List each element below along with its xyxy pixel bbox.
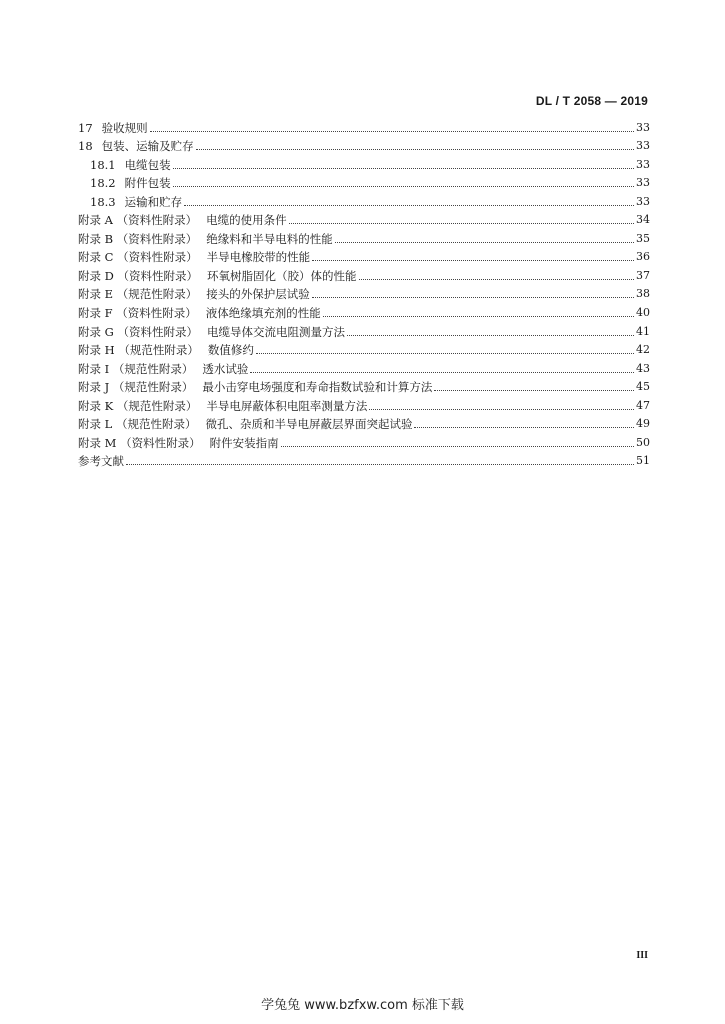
toc-entry[interactable]	[78, 264, 650, 283]
toc-entry-number: 附录 E （规范性附录）	[78, 287, 198, 302]
toc-entry-leader-dots	[150, 131, 634, 132]
toc-entry[interactable]	[78, 116, 650, 135]
toc-entry-number: 附录 L （规范性附录）	[78, 417, 197, 432]
toc-entry-number: 附录 I （规范性附录）	[78, 361, 194, 376]
toc-entry[interactable]	[78, 450, 650, 469]
toc-entry-page: 33	[636, 120, 650, 134]
toc-entry-title: 接头的外保护层试验	[206, 287, 310, 302]
toc-entry-page: 33	[636, 157, 650, 171]
toc-entry-number: 附录 F （资料性附录）	[78, 306, 197, 321]
toc-entry-title: 半导电屏蔽体积电阻率测量方法	[206, 398, 368, 413]
toc-entry-title: 电缆导体交流电阻测量方法	[207, 324, 345, 339]
toc-entry-number: 18.1	[90, 157, 116, 172]
toc-entry[interactable]	[78, 190, 650, 209]
toc-entry-leader-dots	[289, 223, 634, 224]
toc-entry-number: 18.3	[90, 194, 116, 209]
toc-entry-number: 附录 H （规范性附录）	[78, 343, 199, 358]
toc-entry[interactable]	[78, 283, 650, 302]
toc-entry[interactable]	[78, 339, 650, 358]
toc-entry-leader-dots	[173, 168, 634, 169]
toc-entry[interactable]	[78, 135, 650, 154]
toc-entry-leader-dots	[323, 316, 634, 317]
toc-entry-leader-dots	[126, 464, 634, 465]
toc-entry-leader-dots	[173, 186, 634, 187]
toc-entry-leader-dots	[256, 353, 634, 354]
toc-entry-title: 环氧树脂固化（胶）体的性能	[207, 268, 357, 283]
toc-entry[interactable]	[78, 301, 650, 320]
toc-entry-title: 运输和贮存	[124, 194, 183, 209]
toc-entry-number: 附录 G （资料性附录）	[78, 324, 198, 339]
toc-entry[interactable]	[78, 357, 650, 376]
toc-entry[interactable]	[78, 246, 650, 265]
toc-entry-title: 最小击穿电场强度和寿命指数试验和计算方法	[202, 380, 433, 395]
toc-entry-page: 35	[636, 231, 650, 245]
toc-entry-leader-dots	[312, 260, 634, 261]
page-number: III	[636, 950, 648, 961]
toc-entry-title: 微孔、杂质和半导电屏蔽层界面突起试验	[205, 417, 413, 432]
toc-entry-leader-dots	[196, 149, 634, 150]
toc-entry-number: 17	[78, 120, 93, 135]
toc-entry-leader-dots	[347, 335, 634, 336]
toc-entry[interactable]	[78, 209, 650, 228]
toc-entry[interactable]	[78, 431, 650, 450]
toc-entry-number: 18	[78, 139, 93, 154]
toc-entry-number: 附录 A （资料性附录）	[78, 213, 198, 228]
toc-entry-title: 附件包装	[124, 176, 171, 191]
toc-entry-number: 附录 D （资料性附录）	[78, 268, 199, 283]
toc-entry-leader-dots	[434, 390, 634, 391]
toc-entry-title: 半导电橡胶带的性能	[206, 250, 311, 265]
watermark-text: 学兔兔 www.bzfxw.com 标准下载	[261, 998, 464, 1013]
toc-entry-page: 51	[636, 454, 650, 468]
toc-entry-title: 绝缘料和半导电料的性能	[206, 231, 333, 246]
toc-entry-number: 参考文献	[78, 454, 124, 469]
toc-entry-page: 41	[636, 324, 650, 338]
toc-entry-leader-dots	[414, 427, 634, 428]
toc-entry-title: 附件安装指南	[209, 435, 279, 450]
toc-entry-title: 数值修约	[207, 343, 254, 358]
toc-entry-page: 43	[636, 361, 650, 375]
toc-entry-number: 附录 K （规范性附录）	[78, 398, 198, 413]
toc-entry-title: 电缆包装	[124, 157, 171, 172]
toc-entry-page: 33	[636, 139, 650, 153]
toc-entry[interactable]	[78, 227, 650, 246]
toc-entry-title: 验收规则	[101, 120, 148, 135]
toc-entry-page: 42	[636, 343, 650, 357]
toc-entry-number: 18.2	[90, 176, 116, 191]
toc-entry-number: 附录 M （资料性附录）	[78, 435, 201, 450]
toc-entry[interactable]	[78, 153, 650, 172]
toc-entry-title: 电缆的使用条件	[206, 213, 287, 228]
toc-entry-page: 36	[636, 250, 650, 264]
toc-entry-page: 38	[636, 287, 650, 301]
toc-entry[interactable]	[78, 320, 650, 339]
toc-entry-page: 37	[636, 268, 650, 282]
toc-entry-page: 49	[636, 417, 650, 431]
toc-entry-leader-dots	[184, 205, 634, 206]
toc-entry-page: 33	[636, 194, 650, 208]
toc-entry-number: 附录 J （规范性附录）	[78, 380, 194, 395]
toc-entry-page: 50	[636, 435, 650, 449]
toc-entry-leader-dots	[312, 297, 634, 298]
toc-entry-page: 47	[636, 398, 650, 412]
toc-entry-number: 附录 B （资料性附录）	[78, 231, 198, 246]
toc-entry-page: 33	[636, 176, 650, 190]
toc-entry-title: 透水试验	[202, 361, 249, 376]
table-of-contents	[78, 116, 650, 468]
toc-entry[interactable]	[78, 376, 650, 395]
toc-entry-leader-dots	[250, 372, 634, 373]
toc-entry-leader-dots	[359, 279, 634, 280]
toc-entry-page: 40	[636, 306, 650, 320]
toc-entry-page: 45	[636, 380, 650, 394]
toc-entry-leader-dots	[335, 242, 634, 243]
toc-entry[interactable]	[78, 394, 650, 413]
toc-entry-number: 附录 C （资料性附录）	[78, 250, 198, 265]
toc-entry[interactable]	[78, 172, 650, 191]
toc-entry-leader-dots	[369, 409, 634, 410]
toc-entry-leader-dots	[281, 446, 634, 447]
standard-code: DL / T 2058 — 2019	[535, 94, 648, 108]
toc-entry-title: 包装、运输及贮存	[101, 139, 194, 154]
toc-entry-title: 液体绝缘填充剂的性能	[205, 306, 321, 321]
toc-entry[interactable]	[78, 413, 650, 432]
toc-entry-page: 34	[636, 213, 650, 227]
